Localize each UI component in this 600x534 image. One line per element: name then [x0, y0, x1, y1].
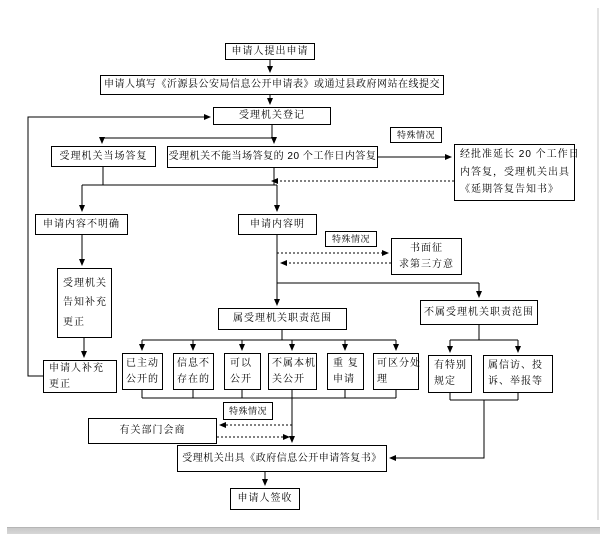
node-extend-reply	[454, 144, 580, 201]
node-third-party-line1: 书面征	[410, 242, 443, 254]
node-special-case-3-label: 特殊情况	[228, 405, 267, 416]
node-department-consult	[88, 418, 217, 444]
node-sign-receipt-label: 申请人签收	[237, 493, 293, 504]
node-not-this-authority	[268, 353, 317, 390]
node-notify-supplement	[57, 268, 112, 338]
node-special-case-2-label: 特殊情况	[331, 233, 370, 244]
node-third-party-opinion	[391, 238, 462, 275]
node-department-consult-label: 有关部门会商	[119, 425, 186, 436]
node-apply	[225, 43, 315, 60]
node-register	[213, 107, 331, 125]
node-can-disclose	[224, 353, 261, 390]
node-special-case-2	[325, 231, 377, 247]
node-applicant-supplement-line2: 更正	[49, 378, 71, 390]
node-content-clear-label: 申请内容明	[250, 218, 305, 230]
node-notify-line3: 更正	[63, 316, 85, 328]
node-fill-form-label: 申请人填写《沂源县公安局信息公开申请表》或通过县政府网站在线提交	[104, 79, 440, 90]
node-issue-reply-doc	[177, 445, 387, 472]
node-fill-form	[100, 75, 444, 95]
node-content-clear	[238, 214, 317, 235]
node-in-scope	[218, 308, 347, 330]
node-20day-reply	[167, 146, 378, 168]
node-onspot-reply	[51, 146, 156, 167]
node-not-exist-line2: 存在的	[177, 373, 210, 385]
node-sign-receipt	[230, 488, 300, 510]
node-apply-label: 申请人提出申请	[231, 45, 309, 57]
node-special-provision	[428, 355, 472, 393]
node-out-of-scope	[420, 300, 538, 325]
window-right-edge	[597, 8, 599, 520]
node-notify-line1: 受理机关	[63, 277, 107, 289]
node-in-scope-label: 属受理机关职责范围	[233, 313, 332, 324]
node-already-public	[122, 353, 163, 390]
node-separable-handling-line1: 可区分处	[377, 357, 421, 369]
node-special-case-1	[390, 127, 442, 143]
node-content-unclear	[35, 214, 128, 235]
node-onspot-reply-label: 受理机关当场答复	[59, 150, 148, 162]
node-not-exist-line1: 信息不	[177, 357, 210, 369]
node-already-public-line1: 已主动	[126, 357, 159, 369]
node-separable-handling-line2: 理	[377, 373, 388, 385]
node-applicant-supplement	[43, 360, 117, 393]
node-register-label: 受理机关登记	[239, 110, 305, 121]
node-repeat-application	[327, 353, 364, 390]
node-special-case-3	[223, 402, 273, 420]
node-special-provision-line1: 有特别	[434, 360, 467, 371]
node-third-party-line2: 求第三方意	[399, 258, 454, 270]
node-issue-reply-doc-label: 受理机关出具《政府信息公开申请答复书》	[182, 452, 382, 464]
node-repeat-application-line1: 重 复	[333, 357, 359, 369]
node-extend-reply-line2: 内答复，受理机关出具	[460, 166, 570, 178]
node-not-this-authority-line2: 关公开	[272, 373, 305, 385]
node-out-of-scope-label: 不属受理机关职责范围	[424, 306, 534, 318]
node-separable-handling	[373, 353, 419, 390]
node-content-unclear-label: 申请内容不明确	[43, 218, 120, 230]
node-extend-reply-line3: 《延期答复告知书》	[460, 184, 559, 196]
node-can-disclose-line2: 公开	[230, 373, 252, 385]
node-not-exist	[173, 353, 214, 390]
node-special-provision-line2: 规定	[434, 376, 456, 387]
node-can-disclose-line1: 可以	[230, 357, 252, 369]
node-petition-complaint	[483, 355, 553, 393]
node-repeat-application-line2: 申请	[333, 373, 355, 385]
node-already-public-line2: 公开的	[126, 373, 159, 385]
node-applicant-supplement-line1: 申请人补充	[49, 362, 104, 374]
node-extend-reply-line1: 经批准延长 20 个工作日	[460, 149, 580, 161]
window-bottom-edge	[7, 527, 600, 534]
node-petition-complaint-line2: 诉、举报等	[488, 376, 543, 387]
node-notify-line2: 告知补充	[63, 297, 107, 309]
node-20day-reply-label: 受理机关不能当场答复的 20 个工作日内答复	[168, 151, 377, 162]
node-petition-complaint-line1: 属信访、投	[488, 360, 543, 371]
node-not-this-authority-line1: 不属本机	[272, 357, 316, 369]
node-special-case-1-label: 特殊情况	[396, 129, 435, 140]
